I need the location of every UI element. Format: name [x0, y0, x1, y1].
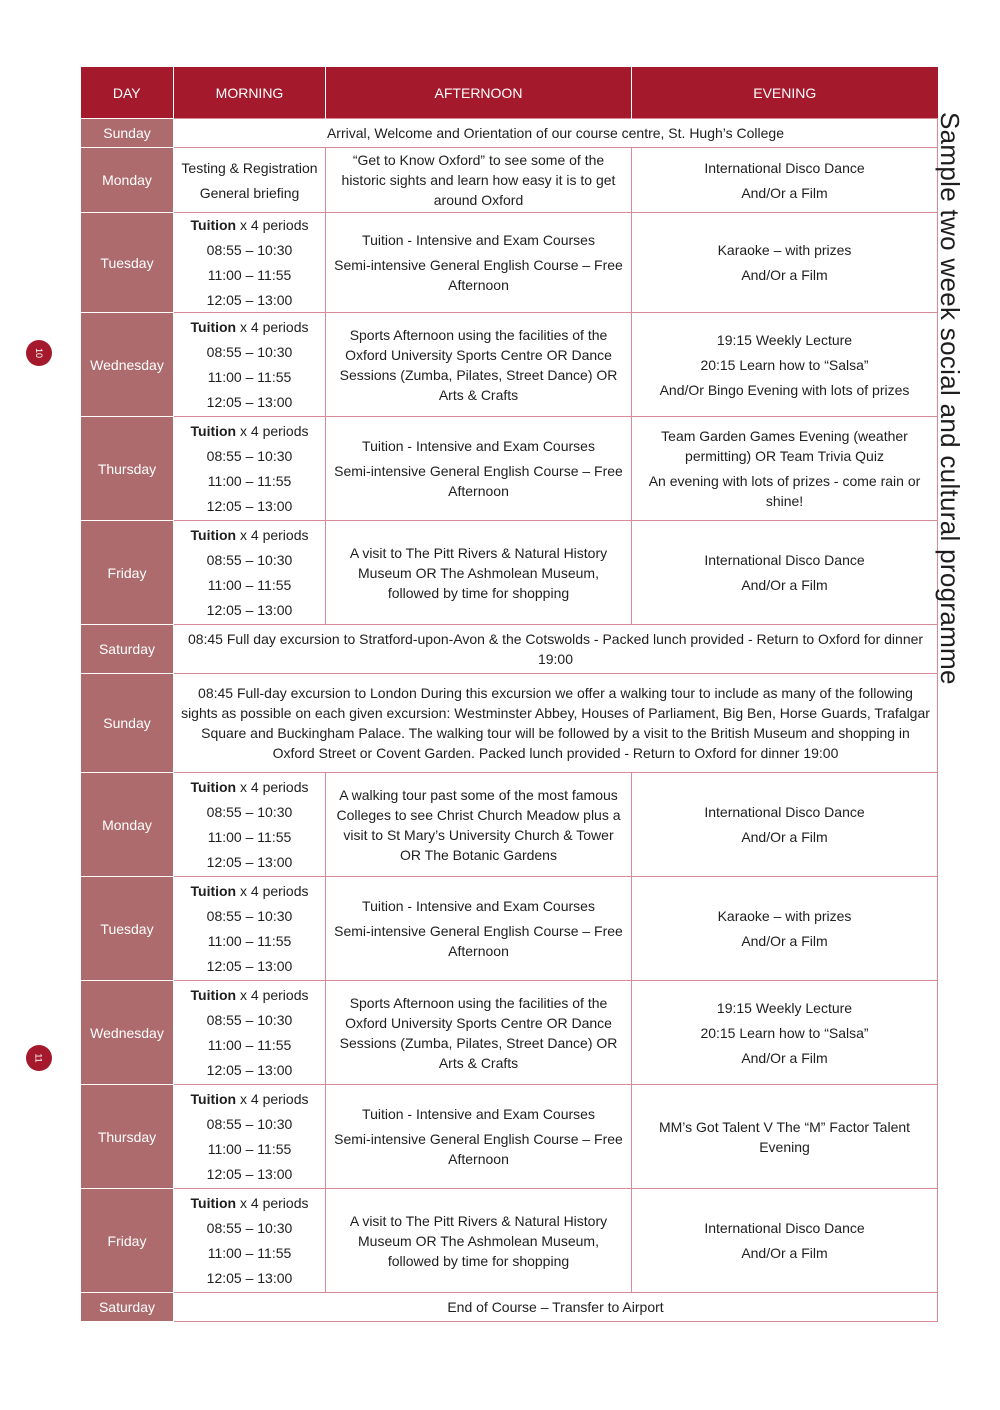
tuition-line — [179, 1089, 320, 1109]
evening-item: Karaoke – with prizes — [717, 242, 852, 258]
evening-item: MM’s Got Talent V The “M” Factor Talent Evening — [658, 1118, 911, 1155]
day-cell: Thursday — [81, 1085, 174, 1189]
morning-cell — [174, 417, 326, 521]
afternoon-item: A walking tour past some of the most famous Colleges to see Christ Church Meadow plus a visit to St Mary’s University Church & Tower OR The Botanic Gardens — [336, 786, 621, 863]
tuition-time: 08:55 – 10:30 — [206, 908, 293, 924]
schedule-row — [81, 417, 938, 521]
tuition-time: 11:00 – 11:55 — [207, 829, 292, 845]
evening-cell — [632, 313, 938, 417]
header-evening: EVENING — [632, 67, 938, 119]
tuition-time: 12:05 – 13:00 — [206, 602, 293, 618]
schedule-body — [81, 119, 938, 1322]
morning-cell — [174, 148, 326, 213]
tuition-time: 08:55 – 10:30 — [206, 804, 293, 820]
page-number-badge — [26, 340, 52, 366]
schedule-row — [81, 148, 938, 213]
tuition-line — [179, 421, 320, 441]
afternoon-cell — [326, 521, 632, 625]
afternoon-item: Sports Afternoon using the facilities of the Oxford University Sports Centre OR Dance Sessions (Zumba, Pilates, Street Dance) OR Arts & Crafts — [339, 326, 618, 403]
evening-item: And/Or a Film — [741, 829, 828, 845]
tuition-time: 12:05 – 13:00 — [206, 394, 293, 410]
tuition-time: 12:05 – 13:00 — [206, 498, 293, 514]
tuition-line — [179, 1193, 320, 1213]
tuition-time: 11:00 – 11:55 — [207, 933, 292, 949]
evening-cell — [632, 1085, 938, 1189]
tuition-label: Tuition — [190, 883, 237, 899]
evening-item: An evening with lots of prizes - come rain or shine! — [648, 473, 921, 509]
tuition-periods: x 4 periods — [236, 423, 309, 439]
schedule-row — [81, 773, 938, 877]
day-cell: Friday — [81, 1189, 174, 1293]
morning-cell — [174, 521, 326, 625]
tuition-time: 12:05 – 13:00 — [206, 958, 293, 974]
morning-cell — [174, 313, 326, 417]
tuition-time: 11:00 – 11:55 — [207, 577, 292, 593]
evening-item: Team Garden Games Evening (weather permitting) OR Team Trivia Quiz — [661, 428, 908, 464]
full-day-activity: Arrival, Welcome and Orientation of our course centre, St. Hugh’s College — [174, 119, 938, 148]
morning-cell — [174, 1189, 326, 1293]
evening-item: And/Or a Film — [741, 933, 828, 949]
schedule-row — [81, 119, 938, 148]
schedule-row — [81, 674, 938, 773]
tuition-line — [179, 525, 320, 545]
tuition-line — [179, 777, 320, 797]
afternoon-cell — [326, 1085, 632, 1189]
tuition-time: 11:00 – 11:55 — [207, 267, 292, 283]
afternoon-item: Semi-intensive General English Course – Free Afternoon — [334, 257, 623, 293]
schedule-table — [80, 67, 938, 1322]
tuition-label: Tuition — [190, 1091, 237, 1107]
evening-item: International Disco Dance — [704, 804, 865, 820]
tuition-periods: x 4 periods — [236, 1195, 309, 1211]
afternoon-item: Tuition - Intensive and Exam Courses — [362, 232, 595, 248]
tuition-periods: x 4 periods — [236, 779, 309, 795]
evening-item: Karaoke – with prizes — [717, 908, 852, 924]
schedule-row — [81, 521, 938, 625]
tuition-periods: x 4 periods — [236, 527, 309, 543]
schedule-row — [81, 213, 938, 313]
afternoon-item: Tuition - Intensive and Exam Courses — [362, 1106, 595, 1122]
page-number-badge — [26, 1045, 52, 1071]
afternoon-item: Semi-intensive General English Course – Free Afternoon — [334, 923, 623, 959]
full-day-activity: 08:45 Full day excursion to Stratford-upon-Avon & the Cotswolds - Packed lunch provided - Return to Oxford for dinner 19:00 — [174, 625, 938, 674]
evening-item: 20:15 Learn how to “Salsa” — [700, 1024, 869, 1041]
schedule-row — [81, 1293, 938, 1322]
tuition-time: 12:05 – 13:00 — [206, 854, 293, 870]
morning-item: Testing & Registration — [181, 159, 318, 176]
evening-item: International Disco Dance — [704, 552, 865, 568]
tuition-periods: x 4 periods — [236, 217, 309, 233]
evening-cell — [632, 1189, 938, 1293]
afternoon-cell — [326, 417, 632, 521]
tuition-label: Tuition — [190, 423, 237, 439]
evening-item: 19:15 Weekly Lecture — [716, 999, 853, 1016]
day-cell: Wednesday — [81, 981, 174, 1085]
morning-cell — [174, 1085, 326, 1189]
evening-item: And/Or Bingo Evening with lots of prizes — [659, 381, 910, 398]
afternoon-cell — [326, 313, 632, 417]
morning-cell — [174, 773, 326, 877]
evening-item: 20:15 Learn how to “Salsa” — [700, 356, 869, 373]
evening-cell — [632, 417, 938, 521]
tuition-time: 08:55 – 10:30 — [206, 344, 293, 360]
day-cell: Friday — [81, 521, 174, 625]
tuition-label: Tuition — [190, 217, 237, 233]
day-cell: Wednesday — [81, 313, 174, 417]
evening-cell — [632, 981, 938, 1085]
day-cell: Sunday — [81, 119, 174, 148]
header-morning: MORNING — [174, 67, 326, 119]
afternoon-item: Tuition - Intensive and Exam Courses — [362, 898, 595, 914]
evening-item: International Disco Dance — [704, 159, 865, 176]
morning-cell — [174, 981, 326, 1085]
afternoon-item: Sports Afternoon using the facilities of the Oxford University Sports Centre OR Dance Sessions (Zumba, Pilates, Street Dance) OR Arts & Crafts — [339, 994, 618, 1071]
day-cell: Monday — [81, 773, 174, 877]
tuition-time: 12:05 – 13:00 — [206, 292, 293, 308]
tuition-time: 08:55 – 10:30 — [206, 1116, 293, 1132]
evening-item: And/Or a Film — [741, 184, 828, 201]
full-day-activity: 08:45 Full-day excursion to London During this excursion we offer a walking tour to include as many of the following sights as possible on each given excursion: Westminster Abbey, Houses of Parliament, Big Ben, Horse Guards, Trafalgar Square and Buckingham Palace. The walking tour will be followed by a visit to the British Museum and shopping in Oxford Street or Covent Garden. Packed lunch provided - Return to Oxford for dinner 19:00 — [174, 674, 938, 773]
schedule-row — [81, 313, 938, 417]
evening-cell — [632, 213, 938, 313]
tuition-periods: x 4 periods — [236, 883, 309, 899]
day-cell: Tuesday — [81, 877, 174, 981]
tuition-periods: x 4 periods — [236, 319, 309, 335]
tuition-time: 11:00 – 11:55 — [207, 473, 292, 489]
tuition-periods: x 4 periods — [236, 987, 309, 1003]
schedule-row — [81, 877, 938, 981]
tuition-time: 11:00 – 11:55 — [207, 1245, 292, 1261]
tuition-periods: x 4 periods — [236, 1091, 309, 1107]
tuition-time: 08:55 – 10:30 — [206, 552, 293, 568]
evening-cell — [632, 148, 938, 213]
tuition-time: 12:05 – 13:00 — [206, 1062, 293, 1078]
tuition-line — [179, 985, 320, 1005]
evening-item: And/Or a Film — [741, 577, 828, 593]
evening-item: And/Or a Film — [741, 1245, 828, 1261]
day-cell: Saturday — [81, 625, 174, 674]
day-cell: Sunday — [81, 674, 174, 773]
afternoon-cell — [326, 213, 632, 313]
evening-item: And/Or a Film — [741, 1049, 828, 1066]
schedule-row — [81, 1085, 938, 1189]
tuition-line — [179, 317, 320, 337]
day-cell: Tuesday — [81, 213, 174, 313]
page-title: Sample two week social and cultural programme — [935, 112, 965, 685]
tuition-time: 11:00 – 11:55 — [207, 369, 292, 385]
page-number: 11 — [34, 1053, 44, 1063]
afternoon-cell — [326, 877, 632, 981]
full-day-activity: End of Course – Transfer to Airport — [174, 1293, 938, 1322]
tuition-time: 08:55 – 10:30 — [206, 448, 293, 464]
schedule-row — [81, 1189, 938, 1293]
tuition-time: 08:55 – 10:30 — [206, 242, 293, 258]
tuition-time: 08:55 – 10:30 — [206, 1220, 293, 1236]
afternoon-item: Semi-intensive General English Course – Free Afternoon — [334, 463, 623, 499]
tuition-time: 11:00 – 11:55 — [207, 1037, 292, 1053]
tuition-time: 12:05 – 13:00 — [206, 1270, 293, 1286]
tuition-line — [179, 215, 320, 235]
afternoon-cell — [326, 773, 632, 877]
afternoon-item: A visit to The Pitt Rivers & Natural History Museum OR The Ashmolean Museum, followed by time for shopping — [349, 1212, 608, 1269]
afternoon-item: A visit to The Pitt Rivers & Natural History Museum OR The Ashmolean Museum, followed by time for shopping — [349, 544, 608, 601]
afternoon-cell — [326, 148, 632, 213]
morning-item: General briefing — [199, 184, 300, 201]
schedule-row — [81, 625, 938, 674]
day-cell: Monday — [81, 148, 174, 213]
day-cell: Saturday — [81, 1293, 174, 1322]
day-cell: Thursday — [81, 417, 174, 521]
tuition-label: Tuition — [190, 987, 237, 1003]
tuition-label: Tuition — [190, 779, 237, 795]
afternoon-cell — [326, 981, 632, 1085]
tuition-time: 12:05 – 13:00 — [206, 1166, 293, 1182]
tuition-label: Tuition — [190, 527, 237, 543]
schedule-header — [81, 67, 938, 119]
evening-cell — [632, 877, 938, 981]
evening-item: 19:15 Weekly Lecture — [716, 331, 853, 348]
afternoon-item: “Get to Know Oxford” to see some of the historic sights and learn how easy it is to get around Oxford — [341, 152, 616, 208]
tuition-line — [179, 881, 320, 901]
evening-cell — [632, 521, 938, 625]
afternoon-item: Tuition - Intensive and Exam Courses — [362, 438, 595, 454]
morning-cell — [174, 877, 326, 981]
morning-cell — [174, 213, 326, 313]
tuition-time: 08:55 – 10:30 — [206, 1012, 293, 1028]
tuition-time: 11:00 – 11:55 — [207, 1141, 292, 1157]
page-number: 10 — [33, 347, 44, 359]
evening-item: And/Or a Film — [741, 267, 828, 283]
evening-item: International Disco Dance — [704, 1220, 865, 1236]
schedule-row — [81, 981, 938, 1085]
tuition-label: Tuition — [190, 1195, 237, 1211]
evening-cell — [632, 773, 938, 877]
tuition-label: Tuition — [190, 319, 237, 335]
afternoon-item: Semi-intensive General English Course – Free Afternoon — [334, 1131, 623, 1167]
afternoon-cell — [326, 1189, 632, 1293]
header-afternoon: AFTERNOON — [326, 67, 632, 119]
header-day: DAY — [81, 67, 174, 119]
